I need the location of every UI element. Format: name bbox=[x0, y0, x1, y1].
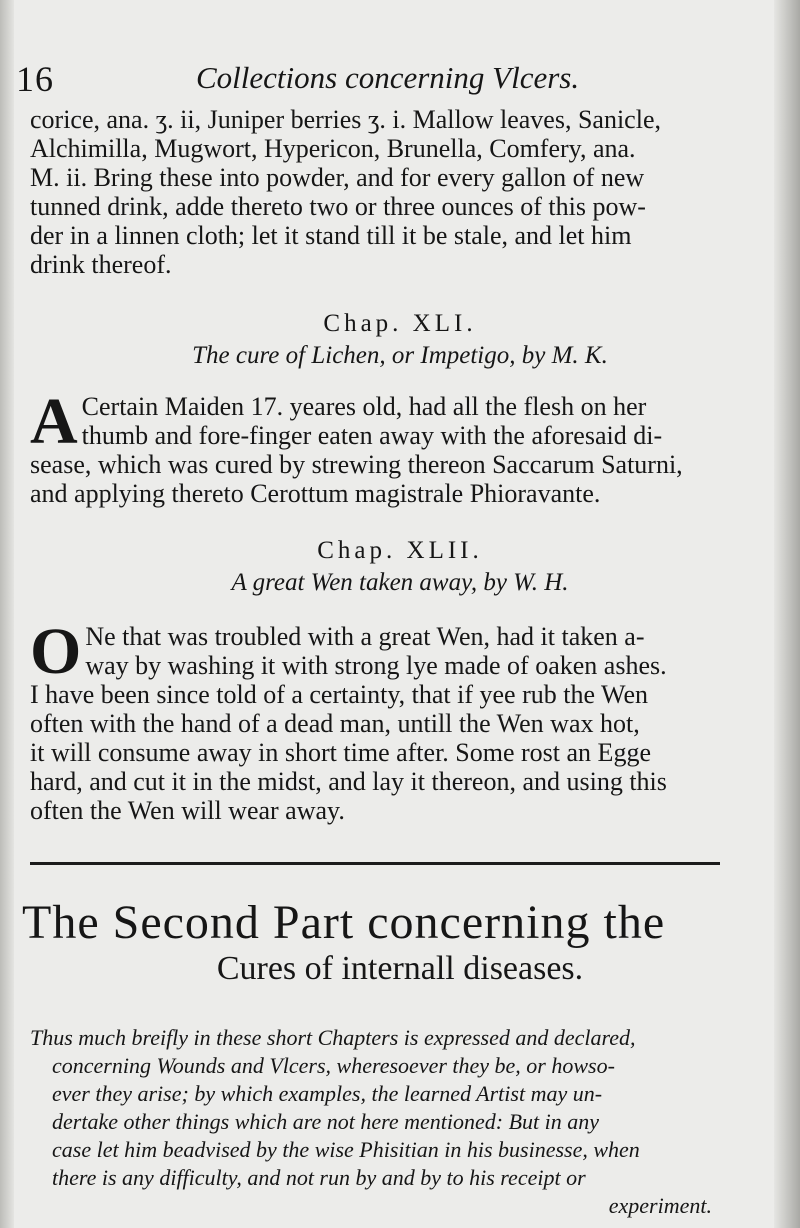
chapter-subtitle: A great Wen taken away, by W. H. bbox=[231, 569, 569, 596]
part-title: The Second Part concerning the bbox=[22, 896, 666, 949]
part-subtitle: Cures of internall diseases. bbox=[216, 950, 584, 987]
text-line: corice, ana. ʒ. ii, Juniper berries ʒ. i. Mallow leaves, Sanicle, bbox=[30, 105, 661, 134]
text-line: it will consume away in short time after. Some rost an Egge bbox=[30, 738, 651, 767]
text-line: M. ii. Bring these into powder, and for every gallon of new bbox=[30, 163, 645, 192]
page-header bbox=[16, 52, 756, 100]
text-line: I have been since told of a certainty, that if yee rub the Wen bbox=[30, 680, 649, 709]
chapter-heading: Chap. XLII. bbox=[317, 537, 483, 564]
text-line: case let him beadvised by the wise Phisitian in his businesse, when bbox=[52, 1137, 640, 1162]
page-number: 16 bbox=[16, 59, 54, 99]
intro-paragraph bbox=[30, 105, 712, 279]
text-line: way by washing it with strong lye made of oaken ashes. bbox=[85, 651, 667, 680]
drop-cap: O bbox=[30, 615, 82, 688]
closing-paragraph bbox=[30, 1024, 712, 1220]
text-line: ever they arise; by which examples, the learned Artist may un- bbox=[52, 1081, 603, 1106]
chapter-paragraph bbox=[30, 385, 712, 508]
text-line: der in a linnen cloth; let it stand till it be stale, and let him bbox=[30, 221, 632, 250]
section-divider bbox=[30, 862, 720, 865]
text-line: thumb and fore-finger eaten away with the aforesaid di- bbox=[81, 421, 663, 450]
text-line: often with the hand of a dead man, untill the Wen wax hot, bbox=[30, 709, 640, 738]
text-line: Thus much breifly in these short Chapters is expressed and declared, bbox=[30, 1025, 636, 1050]
text-line: sease, which was cured by strewing thereon Saccarum Saturni, bbox=[30, 450, 683, 479]
text-line: dertake other things which are not here mentioned: But in any bbox=[52, 1109, 600, 1134]
text-line: Certain Maiden 17. yeares old, had all the flesh on her bbox=[81, 392, 647, 421]
text-line: Alchimilla, Mugwort, Hypericon, Brunella, Comfery, ana. bbox=[30, 134, 636, 163]
text-line: hard, and cut it in the midst, and lay it thereon, and using this bbox=[30, 767, 667, 796]
text-line: and applying thereto Cerottum magistrale Phioravante. bbox=[30, 479, 601, 508]
running-head: Collections concerning Vlcers. bbox=[196, 60, 580, 95]
text-line: experiment. bbox=[608, 1193, 712, 1218]
text-line: drink thereof. bbox=[30, 250, 172, 279]
chapter-heading: Chap. XLI. bbox=[323, 310, 477, 337]
text-line: tunned drink, adde thereto two or three ounces of this pow- bbox=[30, 192, 646, 221]
chapter-paragraph bbox=[30, 615, 712, 825]
text-line: concerning Wounds and Vlcers, wheresoever they be, or howso- bbox=[52, 1053, 615, 1078]
text-line: often the Wen will wear away. bbox=[30, 796, 345, 825]
drop-cap: A bbox=[30, 385, 78, 458]
text-line: there is any difficulty, and not run by and by to his receipt or bbox=[52, 1165, 586, 1190]
chapter-subtitle: The cure of Lichen, or Impetigo, by M. K. bbox=[192, 342, 608, 369]
text-line: Ne that was troubled with a great Wen, had it taken a- bbox=[85, 622, 645, 651]
